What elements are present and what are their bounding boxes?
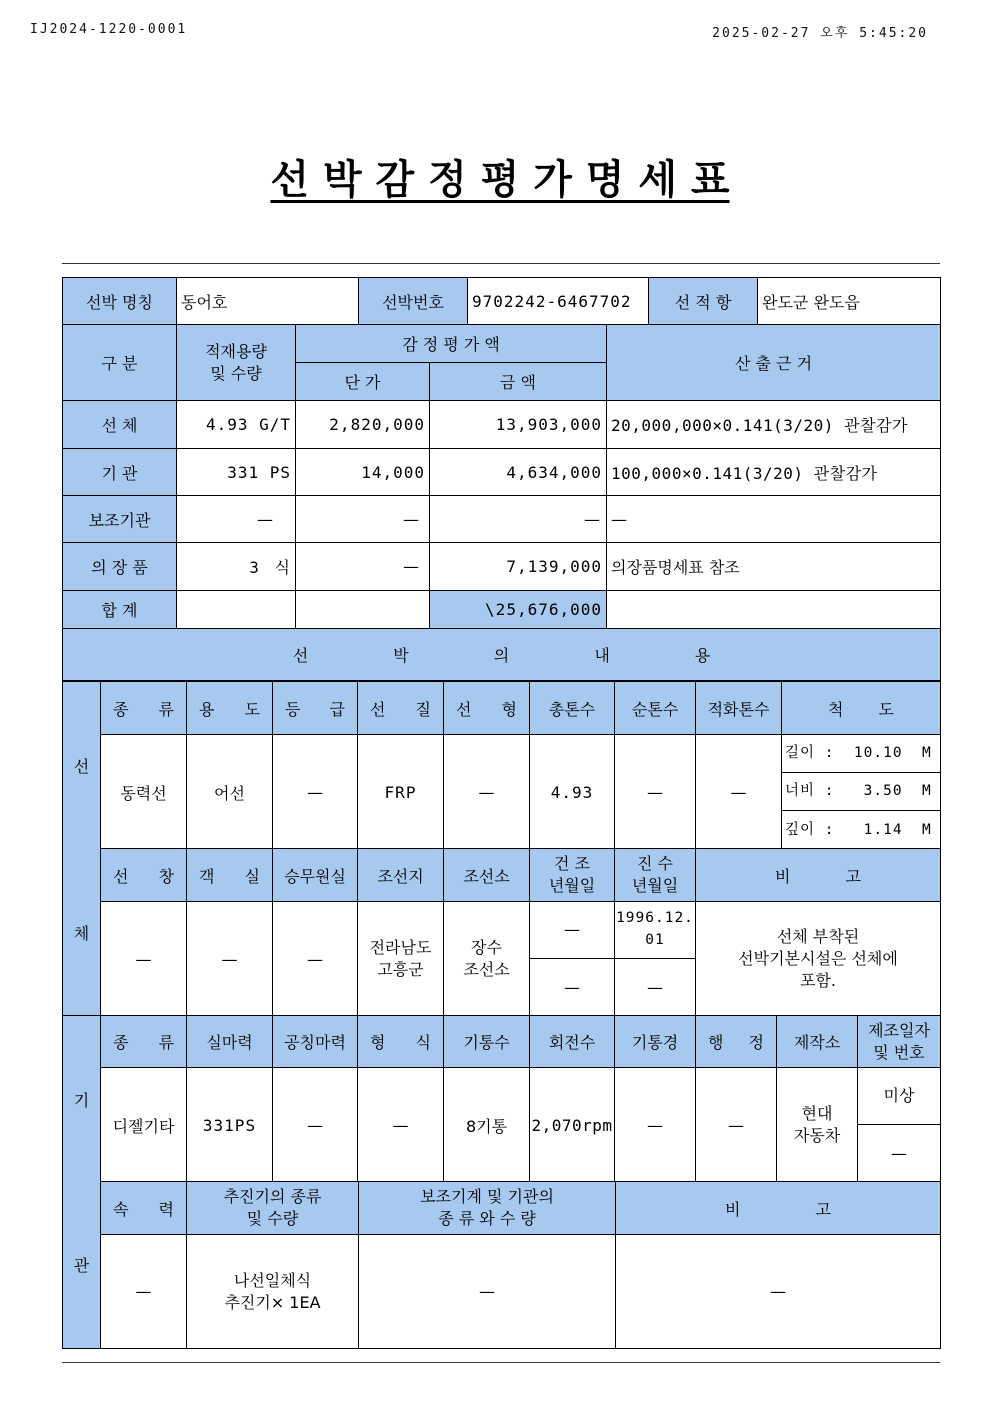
amount-header: 금 액 <box>430 363 607 401</box>
engine-model: — <box>358 1068 444 1183</box>
hull-crew-room: — <box>273 902 358 1017</box>
engine-nominal-hp: — <box>273 1068 358 1183</box>
hull-header-cabin <box>187 849 273 902</box>
engine-header-stroke <box>696 1016 777 1068</box>
engine-propeller: 나선일체식 추진기× 1EA <box>187 1235 359 1349</box>
engine-header-type-text: 종 류 <box>113 1033 174 1052</box>
engine-table <box>62 1015 941 1183</box>
hull-header-crew: 승무원실 <box>273 849 358 902</box>
equipment-unit-price: — <box>296 543 430 591</box>
hull-header-type-text: 종 류 <box>113 699 174 719</box>
engine-header-speed <box>101 1182 187 1235</box>
port-value: 완도군 완도읍 <box>758 278 941 325</box>
hull-side-label-2 <box>63 849 101 1017</box>
hull-grade: — <box>273 735 358 850</box>
hull-side-char1: 선 <box>73 757 90 776</box>
hull-build-date-2: — <box>564 978 580 997</box>
hull-header-cargo-ton: 적화톤수 <box>696 682 782 735</box>
hull-basis: 20,000,000×0.141(3/20) 관찰감가 <box>607 401 941 449</box>
engine-speed: — <box>101 1235 187 1349</box>
engine-header-type <box>101 1016 187 1068</box>
engine-header-remark: 비 고 <box>616 1182 941 1235</box>
hull-table <box>62 681 941 850</box>
top-rule <box>62 263 940 264</box>
hull-use: 어선 <box>187 735 273 850</box>
vessel-name: 동어호 <box>177 278 359 325</box>
hull-header-build-place: 조선지 <box>358 849 444 902</box>
engine-header-speed-text: 속 력 <box>113 1199 174 1219</box>
row-label-engine: 기 관 <box>63 449 177 496</box>
hull-amount: 13,903,000 <box>430 401 607 449</box>
category-header: 구 분 <box>63 325 177 401</box>
hull-cabin: — <box>187 902 273 1017</box>
engine-side-label-2 <box>63 1182 101 1349</box>
engine-header-rpm: 회전수 <box>530 1016 615 1068</box>
hull-gross-ton: 4.93 <box>530 735 615 850</box>
row-label-aux: 보조기관 <box>63 496 177 543</box>
hull-launch-date-2: — <box>647 977 663 997</box>
hull-hold: — <box>101 902 187 1017</box>
hull-table-2 <box>62 848 941 1017</box>
engine-maker: 현대 자동차 <box>777 1068 858 1183</box>
engine-qty: 331 PS <box>177 449 296 496</box>
bottom-rule <box>62 1362 940 1363</box>
total-qty-empty <box>177 591 296 629</box>
hull-launch-date-1: 1996.12. 01 <box>615 903 695 959</box>
engine-aux: — <box>359 1235 616 1349</box>
capacity-header: 적재용량 및 수량 <box>177 325 296 401</box>
hull-shape: — <box>444 735 530 850</box>
engine-actual-hp: 331PS <box>187 1068 273 1183</box>
engine-bore: — <box>615 1068 696 1183</box>
hull-header-gross-ton: 총톤수 <box>530 682 615 735</box>
hull-shipyard: 장수 조선소 <box>444 902 530 1017</box>
engine-stroke: — <box>696 1068 777 1183</box>
hull-unit-price: 2,820,000 <box>296 401 430 449</box>
hull-depth: 깊이 : 1.14 M <box>785 822 932 838</box>
hull-header-use-text: 용 도 <box>199 699 260 719</box>
hull-build-date <box>530 902 615 1017</box>
document-id: IJ2024-1220-0001 <box>30 22 188 37</box>
engine-header-aux: 보조기계 및 기관의 종 류 와 수 량 <box>359 1182 616 1235</box>
engine-amount: 4,634,000 <box>430 449 607 496</box>
hull-header-grade <box>273 682 358 735</box>
equipment-qty: 3 식 <box>177 543 296 591</box>
engine-header-model <box>358 1016 444 1068</box>
engine-type: 디젤기타 <box>101 1068 187 1183</box>
engine-header-stroke-text: 행 정 <box>708 1033 764 1052</box>
engine-header-propeller: 추진기의 종류 및 수량 <box>187 1182 359 1235</box>
row-label-hull: 선 체 <box>63 401 177 449</box>
hull-build-date-1: — <box>530 902 614 959</box>
total-basis-empty <box>607 591 941 629</box>
hull-dimensions <box>782 735 941 850</box>
aux-basis: — <box>607 496 941 543</box>
hull-side-label <box>63 682 101 850</box>
port-label: 선 적 항 <box>649 278 758 325</box>
engine-header-cylinders: 기통수 <box>444 1016 530 1068</box>
hull-header-build-date: 건 조 년월일 <box>530 849 615 902</box>
contents-title: 선 박 의 내 용 <box>63 629 941 681</box>
hull-material: FRP <box>358 735 444 850</box>
appraisal-header: 감 정 평 가 액 <box>296 325 607 363</box>
hull-header-dimensions: 척 도 <box>782 682 941 735</box>
engine-rpm: 2,070rpm <box>530 1068 615 1183</box>
total-unit-empty <box>296 591 430 629</box>
vessel-name-label: 선박 명칭 <box>63 278 177 325</box>
total-label: 합 계 <box>63 591 177 629</box>
hull-header-hold-text: 선 창 <box>113 866 174 886</box>
hull-header-type <box>101 682 187 735</box>
hull-net-ton: — <box>615 735 696 850</box>
hull-side-char2: 체 <box>73 923 90 943</box>
engine-mfg-date: 미상 <box>858 1068 940 1125</box>
engine-header-mfg: 제조일자 및 번호 <box>858 1016 941 1068</box>
document-title <box>0 148 1000 205</box>
unit-price-header: 단 가 <box>296 363 430 401</box>
hull-cargo-ton: — <box>696 735 782 850</box>
hull-header-remark: 비 고 <box>696 849 941 902</box>
hull-header-material-text: 선 질 <box>370 699 431 719</box>
title-text: 선 박 감 정 평 가 명 세 표 <box>270 157 730 203</box>
hull-remark: 선체 부착된 선박기본시설은 선체에 포함. <box>696 902 941 1017</box>
engine-basis: 100,000×0.141(3/20) 관찰감가 <box>607 449 941 496</box>
basis-header: 산 출 근 거 <box>607 325 941 401</box>
engine-header-model-text: 형 식 <box>370 1033 431 1052</box>
engine-side-char2: 관 <box>73 1256 90 1276</box>
vessel-number-label: 선박번호 <box>359 278 468 325</box>
engine-header-actual-hp: 실마력 <box>187 1016 273 1068</box>
engine-header-maker: 제작소 <box>777 1016 858 1068</box>
engine-mfg-no: — <box>891 1144 907 1163</box>
hull-header-use <box>187 682 273 735</box>
row-label-equipment: 의 장 품 <box>63 543 177 591</box>
equipment-basis: 의장품명세표 참조 <box>607 543 941 591</box>
hull-launch-date <box>615 902 696 1017</box>
engine-remark: — <box>616 1235 941 1349</box>
aux-qty: — <box>177 496 296 543</box>
hull-header-shape-text: 선 형 <box>456 699 517 719</box>
hull-header-material <box>358 682 444 735</box>
hull-length: 길이 : 10.10 M <box>782 735 940 773</box>
hull-header-launch-date: 진 수 년월일 <box>615 849 696 902</box>
valuation-table <box>62 277 941 681</box>
hull-build-place: 전라남도 고흥군 <box>358 902 444 1017</box>
engine-side-label <box>63 1016 101 1183</box>
engine-mfg <box>858 1068 941 1183</box>
engine-unit-price: 14,000 <box>296 449 430 496</box>
hull-header-net-ton: 순톤수 <box>615 682 696 735</box>
equipment-amount: 7,139,000 <box>430 543 607 591</box>
aux-unit-price: — <box>296 496 430 543</box>
engine-header-bore: 기통경 <box>615 1016 696 1068</box>
engine-header-nominal-hp: 공칭마력 <box>273 1016 358 1068</box>
hull-header-hold <box>101 849 187 902</box>
aux-amount: — <box>430 496 607 543</box>
engine-side-char1: 기 <box>73 1090 90 1110</box>
hull-header-grade-text: 등 급 <box>285 699 345 719</box>
hull-type: 동력선 <box>101 735 187 850</box>
engine-cylinders: 8기통 <box>444 1068 530 1183</box>
hull-header-cabin-text: 객 실 <box>199 866 260 886</box>
print-datetime: 2025-02-27 오후 5:45:20 <box>712 26 928 41</box>
total-amount: \25,676,000 <box>430 591 607 629</box>
hull-qty: 4.93 G/T <box>177 401 296 449</box>
hull-header-shape <box>444 682 530 735</box>
engine-table-2 <box>62 1181 941 1349</box>
hull-header-shipyard: 조선소 <box>444 849 530 902</box>
vessel-number: 9702242-6467702 <box>468 278 649 325</box>
hull-width: 너비 : 3.50 M <box>782 773 940 811</box>
